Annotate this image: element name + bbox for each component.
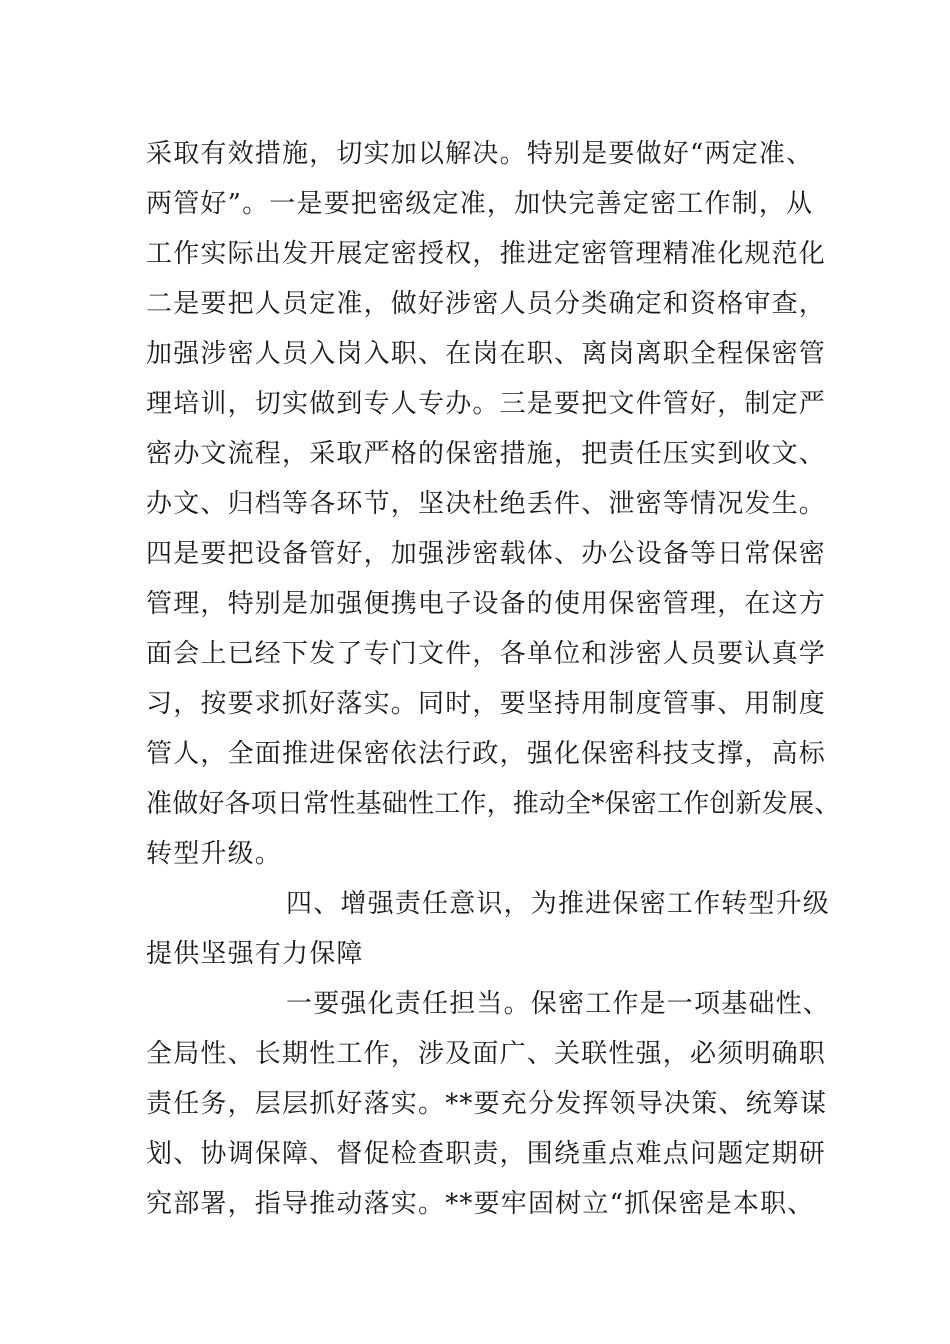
- body-text-line: 密办文流程，采取严格的保密措施，把责任压实到收文、: [146, 439, 827, 469]
- body-text-line: 加强涉密人员入岗入职、在岗在职、离岗离职全程保密管: [146, 339, 827, 369]
- body-text-line: 习，按要求抓好落实。同时，要坚持用制度管事、用制度: [146, 689, 827, 719]
- body-text-line: 管人，全面推进保密依法行政，强化保密科技支撑，高标: [146, 739, 827, 769]
- body-text-line: 二是要把人员定准，做好涉密人员分类确定和资格审查，: [146, 289, 827, 319]
- body-text-line: 办文、归档等各环节，坚决杜绝丢件、泄密等情况发生。: [146, 489, 827, 519]
- body-text-line: 究部署，指导推动落实。**要牢固树立“抓保密是本职、: [146, 1189, 815, 1219]
- body-text-line: 理培训，切实做到专人专办。三是要把文件管好，制定严: [146, 389, 827, 419]
- body-text-line: 转型升级。: [146, 839, 283, 869]
- body-text-line: 采取有效措施，切实加以解决。特别是要做好“两定准、: [146, 139, 814, 169]
- body-text-line: 工作实际出发开展定密授权，推进定密管理精准化规范化: [146, 239, 827, 269]
- body-text-line: 两管好”。一是要把密级定准，加快完善定密工作制，从: [146, 189, 814, 219]
- body-text-line: 准做好各项日常性基础性工作，推动全*保密工作创新发展、: [146, 789, 841, 819]
- section-heading-continuation: 提供坚强有力保障: [146, 939, 364, 969]
- body-text-line: 面会上已经下发了专门文件，各单位和涉密人员要认真学: [146, 639, 827, 669]
- body-text-line: 责任务，层层抓好落实。**要充分发挥领导决策、统筹谋: [146, 1089, 828, 1119]
- body-text-line: 划、协调保障、督促检查职责，围绕重点难点问题定期研: [146, 1139, 827, 1169]
- body-text-line: 管理，特别是加强便携电子设备的使用保密管理，在这方: [146, 589, 827, 619]
- body-text-line: 全局性、长期性工作，涉及面广、关联性强，必须明确职: [146, 1039, 827, 1069]
- body-text-line: 一要强化责任担当。保密工作是一项基础性、: [286, 989, 831, 1019]
- body-text-line: 四是要把设备管好，加强涉密载体、办公设备等日常保密: [146, 539, 827, 569]
- section-heading: 四、增强责任意识，为推进保密工作转型升级: [286, 889, 831, 919]
